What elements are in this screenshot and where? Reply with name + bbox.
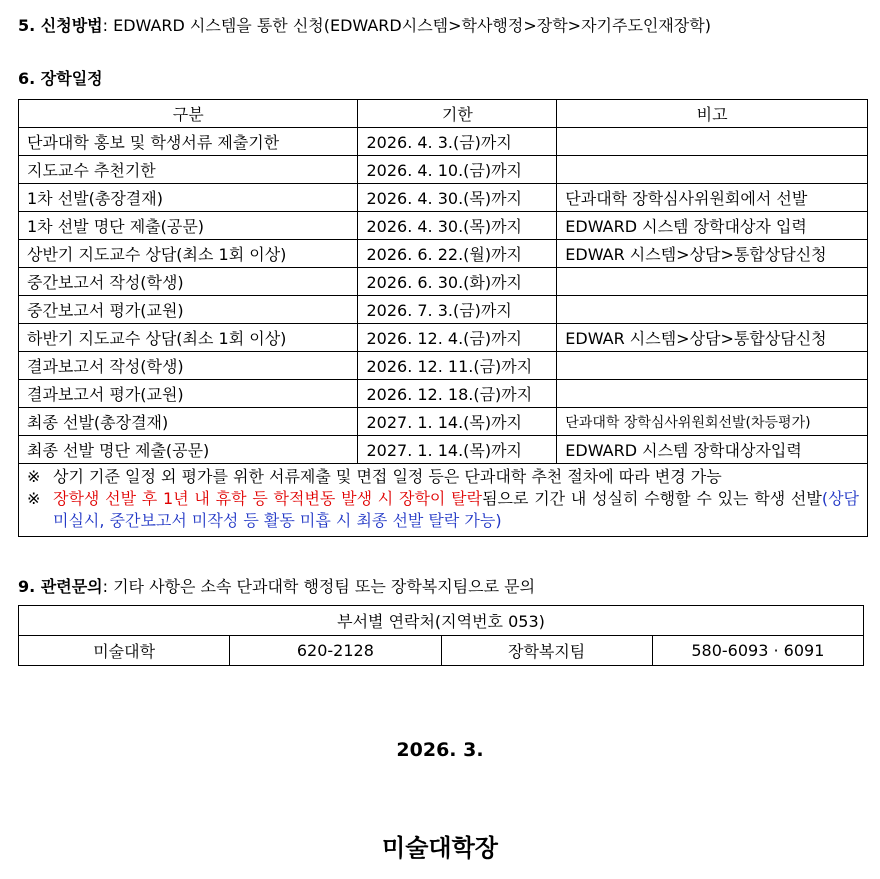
schedule-remark — [557, 128, 868, 156]
note-2-text: 됨으로 기간 내 성실히 수행할 수 있는 학생 선발 — [482, 489, 822, 508]
contact-table-header: 부서별 연락처(지역번호 053) — [19, 606, 864, 636]
contact-dept-2: 장학복지팀 — [441, 636, 652, 666]
table-row — [19, 268, 868, 296]
schedule-remark: EDWAR 시스템>상담>통합상담신청 — [557, 324, 868, 352]
note-1-text: 상기 기준 일정 외 평가를 위한 서류제출 및 면접 일정 등은 단과대학 추천 절차에 따라 변경 가능 — [53, 467, 722, 486]
schedule-remark — [557, 156, 868, 184]
schedule-item: 결과보고서 평가(교원) — [19, 380, 358, 408]
schedule-deadline: 2026. 4. 30.(목)까지 — [358, 212, 557, 240]
schedule-deadline: 2026. 6. 30.(화)까지 — [358, 268, 557, 296]
signature: 미술대학장 — [382, 834, 498, 862]
contact-header-row — [19, 606, 864, 636]
schedule-remark — [557, 296, 868, 324]
schedule-item: 중간보고서 평가(교원) — [19, 296, 358, 324]
schedule-item: 지도교수 추천기한 — [19, 156, 358, 184]
contact-row — [19, 636, 864, 666]
contact-table — [18, 605, 864, 666]
table-row — [19, 296, 868, 324]
method-text: : EDWARD 시스템을 통한 신청(EDWARD시스템>학사행정>장학>자기주도인재장학) — [102, 16, 711, 35]
note-2-warning: 장학생 선발 후 1년 내 휴학 등 학적변동 발생 시 장학이 탈락 — [53, 489, 483, 508]
note-mark: ※ — [27, 467, 41, 486]
schedule-deadline: 2026. 12. 4.(금)까지 — [358, 324, 557, 352]
col-header-deadline: 기한 — [358, 100, 557, 128]
table-row — [19, 324, 868, 352]
table-row — [19, 128, 868, 156]
contact-phone-2: 580-6093 · 6091 — [652, 636, 863, 666]
table-row — [19, 380, 868, 408]
schedule-deadline: 2026. 4. 3.(금)까지 — [358, 128, 557, 156]
schedule-item: 1차 선발(총장결재) — [19, 184, 358, 212]
method-label: 5. 신청방법 — [18, 16, 103, 35]
schedule-deadline: 2026. 4. 30.(목)까지 — [358, 184, 557, 212]
schedule-deadline: 2026. 12. 11.(금)까지 — [358, 352, 557, 380]
note-mark: ※ — [27, 489, 41, 508]
schedule-deadline: 2027. 1. 14.(목)까지 — [358, 408, 557, 436]
note-2 — [27, 488, 859, 532]
table-row — [19, 352, 868, 380]
contact-label: 9. 관련문의 — [18, 577, 103, 596]
schedule-item: 상반기 지도교수 상담(최소 1회 이상) — [19, 240, 358, 268]
schedule-item: 단과대학 홍보 및 학생서류 제출기한 — [19, 128, 358, 156]
schedule-deadline: 2026. 12. 18.(금)까지 — [358, 380, 557, 408]
note-1 — [27, 466, 859, 488]
table-row — [19, 408, 868, 436]
note-2-caution: (상담 미실시, 중간보고서 미작성 등 활동 미흡 시 최종 선발 탈락 가능) — [53, 489, 859, 530]
table-row — [19, 436, 868, 464]
schedule-header-row — [19, 100, 868, 128]
notes-row — [19, 464, 868, 537]
schedule-deadline: 2026. 4. 10.(금)까지 — [358, 156, 557, 184]
table-row — [19, 184, 868, 212]
table-row — [19, 240, 868, 268]
schedule-item: 최종 선발(총장결재) — [19, 408, 358, 436]
application-method — [18, 13, 711, 36]
schedule-deadline: 2026. 6. 22.(월)까지 — [358, 240, 557, 268]
schedule-table — [18, 99, 868, 537]
schedule-remark — [557, 268, 868, 296]
schedule-remark — [557, 380, 868, 408]
table-row — [19, 212, 868, 240]
schedule-remark: EDWARD 시스템 장학대상자입력 — [557, 436, 868, 464]
contact-line — [18, 574, 535, 597]
col-header-category: 구분 — [19, 100, 358, 128]
schedule-deadline: 2027. 1. 14.(목)까지 — [358, 436, 557, 464]
schedule-remark: EDWAR 시스템>상담>통합상담신청 — [557, 240, 868, 268]
contact-phone-1: 620-2128 — [230, 636, 441, 666]
schedule-heading: 6. 장학일정 — [18, 69, 103, 88]
schedule-item: 하반기 지도교수 상담(최소 1회 이상) — [19, 324, 358, 352]
contact-text: : 기타 사항은 소속 단과대학 행정팀 또는 장학복지팀으로 문의 — [102, 577, 536, 596]
schedule-item: 중간보고서 작성(학생) — [19, 268, 358, 296]
schedule-remark: 단과대학 장학심사위원회선발(차등평가) — [557, 408, 868, 436]
schedule-item: 결과보고서 작성(학생) — [19, 352, 358, 380]
notes-cell — [19, 464, 868, 537]
contact-dept-1: 미술대학 — [19, 636, 230, 666]
schedule-item: 최종 선발 명단 제출(공문) — [19, 436, 358, 464]
schedule-remark: 단과대학 장학심사위원회에서 선발 — [557, 184, 868, 212]
col-header-remark: 비고 — [557, 100, 868, 128]
schedule-deadline: 2026. 7. 3.(금)까지 — [358, 296, 557, 324]
schedule-remark: EDWARD 시스템 장학대상자 입력 — [557, 212, 868, 240]
schedule-remark — [557, 352, 868, 380]
schedule-item: 1차 선발 명단 제출(공문) — [19, 212, 358, 240]
document-date: 2026. 3. — [396, 739, 484, 761]
table-row — [19, 156, 868, 184]
